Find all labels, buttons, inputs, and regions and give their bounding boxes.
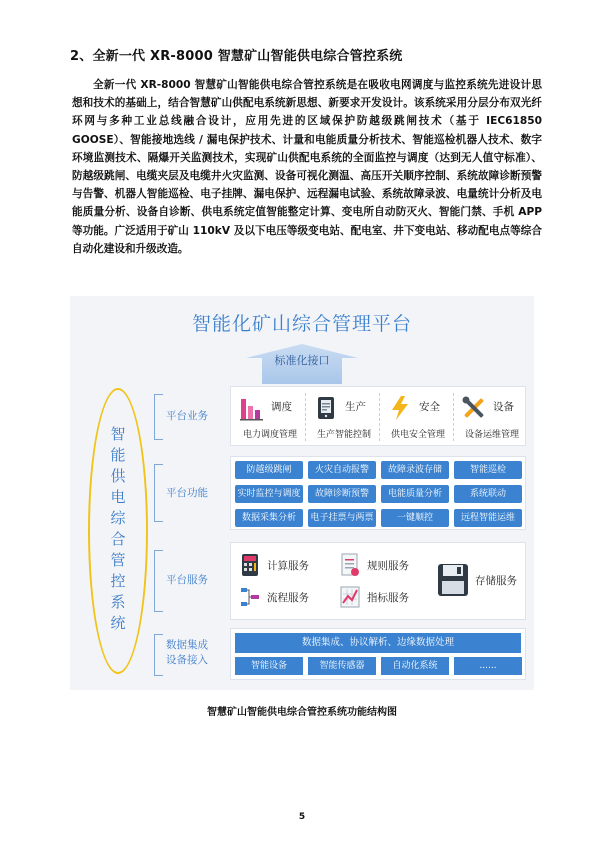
layer-label-service: 平台服务	[166, 574, 208, 586]
function-item: 系统联动	[454, 485, 522, 503]
service-panel: 计算服务 规则服务 流程服务 指标服务 存储服务	[230, 542, 526, 620]
layer-label-function: 平台功能	[166, 487, 208, 499]
document-icon	[339, 553, 361, 577]
tablet-icon	[313, 395, 339, 421]
calculator-icon	[239, 553, 261, 577]
flow-icon	[239, 585, 261, 609]
function-panel	[230, 456, 526, 530]
divider	[305, 393, 306, 441]
business-item-production: 生产 生产智能控制	[307, 391, 377, 443]
section-heading: 2、全新一代 XR-8000 智慧矿山智能供电综合管控系统	[70, 49, 403, 64]
figure-caption: 智慧矿山智能供电综合管控系统功能结构图	[207, 707, 397, 718]
floppy-disk-icon	[437, 563, 469, 597]
bracket-business	[154, 394, 163, 440]
layer-label-business: 平台业务	[166, 410, 208, 422]
business-item-dispatch: 调度 电力调度管理	[233, 391, 303, 443]
function-item: 电能质量分析	[381, 485, 449, 503]
device-item: 智能设备	[235, 657, 303, 675]
business-item-equipment: 设备 设备运维管理	[455, 391, 525, 443]
bracket-function	[154, 464, 163, 522]
diagram-title: 智能化矿山综合管理平台	[191, 313, 412, 335]
divider	[453, 393, 454, 441]
bracket-integration	[154, 634, 163, 676]
function-item: 实时监控与调度	[235, 485, 303, 503]
metrics-icon	[339, 585, 361, 609]
function-item: 远程智能运维	[454, 509, 522, 527]
integration-panel	[230, 628, 526, 680]
device-item: ......	[454, 657, 522, 675]
function-item: 智能巡检	[454, 461, 522, 479]
standard-interface-label: 标准化接口	[274, 354, 330, 367]
device-item: 智能传感器	[308, 657, 376, 675]
service-storage: 存储服务	[437, 563, 523, 599]
function-item: 一键顺控	[381, 509, 449, 527]
function-item: 火灾自动报警	[308, 461, 376, 479]
divider	[379, 393, 380, 441]
function-item: 故障诊断预警	[308, 485, 376, 503]
device-item: 自动化系统	[381, 657, 449, 675]
integration-bar: 数据集成、协议解析、边缘数据处理	[235, 633, 521, 653]
bracket-service	[154, 550, 163, 612]
tools-icon	[461, 395, 487, 421]
layer-label-integration: 数据集成 设备接入	[166, 639, 208, 666]
page-number: 5	[298, 812, 306, 822]
business-item-safety: 安全 供电安全管理	[381, 391, 451, 443]
system-name-vertical: 智 能 供 电 综 合 管 控 系 统	[110, 425, 126, 632]
business-panel	[230, 386, 526, 446]
function-item: 防越级跳闸	[235, 461, 303, 479]
function-item: 电子挂票与两票	[308, 509, 376, 527]
function-item: 故障录波存储	[381, 461, 449, 479]
intro-paragraph: 全新一代 XR-8000 智慧矿山智能供电综合管控系统是在吸收电网调度与监控系统先进设计思想和技术的基础上，结合智慧矿山供配电系统新思想、新要求开发设计。该系统采用分层分布双光纤环网与多种工业总线融合设计，应用先进的区域保护防越级跳闸技术（基于 IEC61850 GOOSE）、智能接地选线 / 漏电保护技术、计量和电能质量分析技术、智能巡检机器人技术、数字环境监测技术、隔爆开关监测技术，实现矿山供配电系统的全面监控与调度（达到无人值守标准）、防越级跳闸、电缆夹层及电缆井火灾监测、设备可视化测温、高压开关顺序控制、系统故障诊断预警与告警、机器人智能巡检、电子挂牌、漏电保护、远程漏电试验、系统故障录波、电量统计分析及电能质量分析、设备自诊断、供电系统定值智能整定计算、变电所自动防灭火、智能门禁、手机 APP 等功能。广泛适用于矿山 110kV 及以下电压等级变电站、配电室、井下变电站、移动配电点等综合自动化建设和升级改造。	[72, 79, 542, 255]
architecture-diagram	[70, 296, 534, 690]
function-item: 数据采集分析	[235, 509, 303, 527]
bar-chart-icon	[239, 395, 265, 421]
lightning-icon	[387, 395, 413, 421]
